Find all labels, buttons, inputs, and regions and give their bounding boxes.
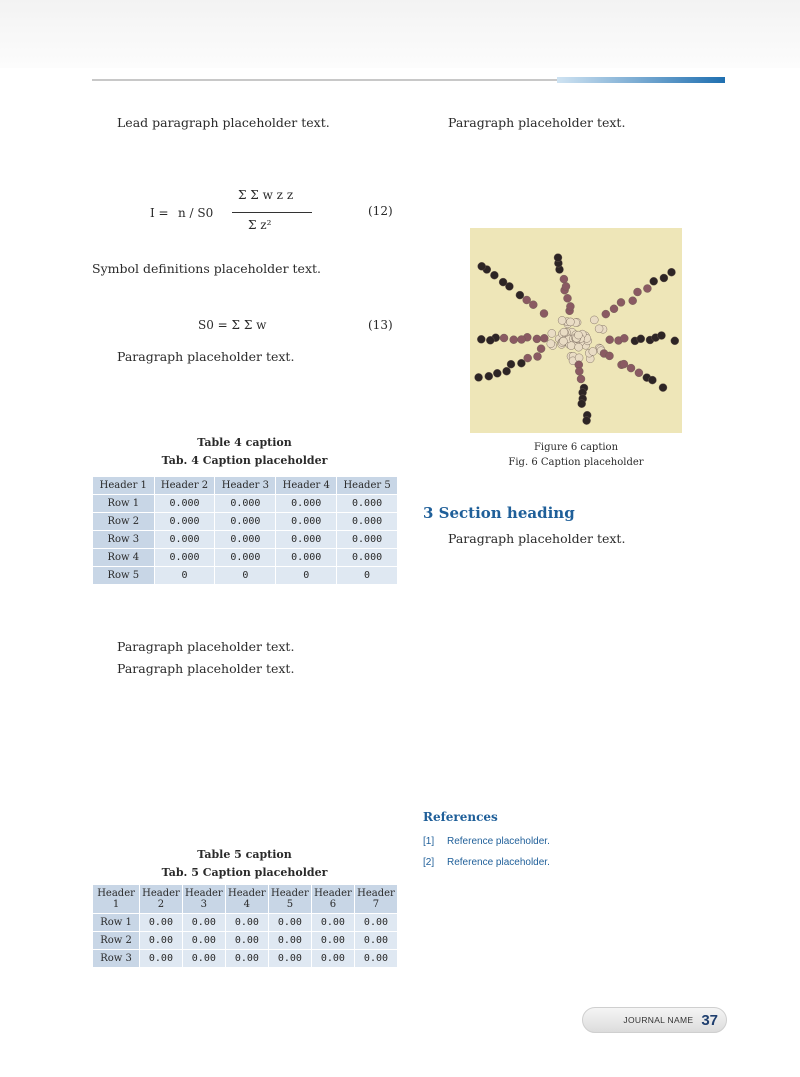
page-number: 37 — [701, 1011, 718, 1029]
table4-caption-cn: Table 4 caption — [197, 436, 292, 449]
equation-12 — [150, 188, 330, 248]
figure-paragraph: Paragraph placeholder text. — [448, 115, 626, 130]
left-moran — [92, 346, 397, 368]
table5-caption — [92, 846, 397, 882]
station-dot — [499, 278, 507, 286]
moran-paragraph: Paragraph placeholder text. — [117, 349, 295, 364]
table-cell: 0.000 — [337, 495, 398, 513]
eq12-number: (12) — [368, 204, 393, 218]
table-row — [93, 932, 398, 950]
table-cell: 0.00 — [225, 914, 268, 932]
table-row-label: Row 1 — [93, 914, 140, 932]
table-header-row — [93, 477, 398, 495]
table5 — [92, 884, 398, 968]
station-dot — [566, 318, 574, 326]
table4 — [92, 476, 398, 585]
table-header-cell: Header 7 — [354, 885, 397, 914]
reference-number: [1] — [423, 836, 435, 847]
equation-13: S0 = Σ Σ w — [198, 318, 267, 332]
table-cell: 0.00 — [354, 932, 397, 950]
table-cell: 0 — [337, 567, 398, 585]
table-cell: 0.00 — [354, 914, 397, 932]
table5-caption-en: Tab. 5 Caption placeholder — [161, 866, 328, 879]
table-cell: 0.00 — [140, 932, 183, 950]
station-dot — [606, 336, 614, 344]
station-dot — [583, 417, 591, 425]
figure-6-map — [470, 228, 682, 433]
table-cell: 0.000 — [215, 549, 276, 567]
table-row-label: Row 1 — [93, 495, 155, 513]
station-dot — [643, 285, 651, 293]
station-dot — [564, 294, 572, 302]
table4-caption-en: Tab. 4 Caption placeholder — [161, 454, 328, 467]
table-cell: 0 — [215, 567, 276, 585]
references-title: References — [423, 810, 498, 824]
header-rule-blue — [557, 77, 725, 83]
table-cell: 0.000 — [276, 513, 337, 531]
table4-caption — [92, 434, 397, 470]
table-cell: 0.00 — [311, 950, 354, 968]
table-header-cell: Header 3 — [182, 885, 225, 914]
table-row — [93, 914, 398, 932]
station-dot — [575, 343, 583, 351]
table-header-row — [93, 885, 398, 914]
station-dot — [540, 310, 548, 318]
eq12-fraction-bar — [232, 212, 312, 213]
table-cell: 0.00 — [268, 932, 311, 950]
station-dot — [620, 360, 628, 368]
left-after-t4 — [92, 636, 397, 680]
table-row-label: Row 3 — [93, 950, 140, 968]
station-dot — [566, 302, 574, 310]
station-dot — [507, 360, 515, 368]
figure-6-caption-en: Fig. 6 Caption placeholder — [508, 457, 644, 468]
station-dot — [575, 354, 583, 362]
station-dot — [620, 334, 628, 342]
table-row-label: Row 4 — [93, 549, 155, 567]
station-dot — [534, 353, 542, 361]
journal-name: JOURNAL NAME — [623, 1015, 694, 1025]
table5-caption-cn: Table 5 caption — [197, 848, 292, 861]
table-cell: 0.000 — [337, 549, 398, 567]
station-dot — [562, 282, 570, 290]
table-cell: 0.000 — [337, 531, 398, 549]
station-dot — [533, 335, 541, 343]
table-header-cell: Header 6 — [311, 885, 354, 914]
left-defs — [92, 258, 397, 280]
table-cell: 0.00 — [225, 950, 268, 968]
table-cell: 0 — [276, 567, 337, 585]
section-title: 3 Section heading — [423, 504, 575, 522]
station-dot — [503, 367, 511, 375]
station-dot — [668, 268, 676, 276]
station-dot — [490, 271, 498, 279]
station-dot — [659, 384, 667, 392]
station-dot — [493, 369, 501, 377]
station-dot — [560, 275, 568, 283]
table-cell: 0.00 — [140, 914, 183, 932]
station-dot — [517, 359, 525, 367]
table-cell: 0.00 — [268, 950, 311, 968]
eq12-factor: n / S0 — [178, 206, 214, 220]
reference-text: Reference placeholder. — [447, 836, 550, 847]
station-dot — [529, 301, 537, 309]
left-intro — [92, 112, 397, 134]
station-dot — [610, 305, 618, 313]
station-dot — [540, 334, 548, 342]
station-dot — [629, 297, 637, 305]
page-header-band — [0, 0, 800, 68]
reference-text: Reference placeholder. — [447, 857, 550, 868]
header-rule — [92, 77, 725, 83]
header-rule-grey — [92, 79, 557, 81]
station-dot — [548, 329, 556, 337]
station-dot — [650, 277, 658, 285]
table-cell: 0.00 — [311, 914, 354, 932]
station-dot — [486, 336, 494, 344]
table-cell: 0.00 — [182, 932, 225, 950]
table-header-cell: Header 5 — [268, 885, 311, 914]
table-header-cell: Header 1 — [93, 885, 140, 914]
table-row — [93, 567, 398, 585]
station-dot — [523, 296, 531, 304]
eq13-number: (13) — [368, 318, 393, 332]
table-cell: 0.00 — [354, 950, 397, 968]
station-dot — [478, 262, 486, 270]
reference-item — [423, 853, 728, 873]
table-header-cell: Header 5 — [337, 477, 398, 495]
after-t4-paragraph-a: Paragraph placeholder text. — [117, 639, 295, 654]
table-cell: 0.000 — [215, 495, 276, 513]
table-cell: 0.00 — [268, 914, 311, 932]
table-row-label: Row 5 — [93, 567, 155, 585]
table-row-label: Row 3 — [93, 531, 155, 549]
station-dot — [637, 335, 645, 343]
station-dot — [602, 310, 610, 318]
station-dot — [558, 316, 566, 324]
station-dot — [648, 376, 656, 384]
eq12-lhs: I = — [150, 206, 169, 220]
page-footer — [582, 1007, 727, 1033]
station-dot — [567, 342, 575, 350]
table-cell: 0.000 — [154, 549, 215, 567]
station-dot — [475, 373, 483, 381]
station-dot — [510, 336, 518, 344]
table-row — [93, 495, 398, 513]
station-dot — [627, 364, 635, 372]
station-dot — [575, 367, 583, 375]
table-header-cell: Header 3 — [215, 477, 276, 495]
table-cell: 0.000 — [154, 513, 215, 531]
table-header-cell: Header 4 — [276, 477, 337, 495]
table-header-cell: Header 2 — [140, 885, 183, 914]
station-dot — [595, 325, 603, 333]
right-fig-para — [423, 112, 728, 134]
table-row-label: Row 2 — [93, 513, 155, 531]
station-dot — [485, 372, 493, 380]
table-cell: 0.000 — [276, 495, 337, 513]
station-dot — [589, 348, 597, 356]
table-row-label: Row 2 — [93, 932, 140, 950]
station-dot — [658, 332, 666, 340]
table-cell: 0.000 — [337, 513, 398, 531]
station-dot — [606, 352, 614, 360]
station-dot — [518, 336, 526, 344]
station-dot — [635, 369, 643, 377]
reference-item — [423, 832, 728, 852]
station-dot — [577, 375, 585, 383]
table-cell: 0.00 — [182, 950, 225, 968]
figure-6-caption-cn: Figure 6 caption — [533, 442, 619, 453]
intro-paragraph: Lead paragraph placeholder text. — [117, 115, 330, 130]
table-cell: 0.000 — [154, 495, 215, 513]
station-dot — [537, 345, 545, 353]
table-cell: 0.00 — [311, 932, 354, 950]
conclusion-paragraph: Paragraph placeholder text. — [448, 531, 626, 546]
table-cell: 0.00 — [182, 914, 225, 932]
table-cell: 0.000 — [215, 531, 276, 549]
station-dot — [477, 335, 485, 343]
station-dot — [590, 316, 598, 324]
station-dot — [500, 334, 508, 342]
station-dot — [578, 400, 586, 408]
table-cell: 0.000 — [276, 549, 337, 567]
station-dot — [560, 328, 568, 336]
table-row — [93, 513, 398, 531]
table-cell: 0.00 — [225, 932, 268, 950]
eq12-denominator: Σ z² — [248, 218, 272, 232]
defs-paragraph: Symbol definitions placeholder text. — [92, 261, 321, 276]
table-cell: 0.000 — [215, 513, 276, 531]
table-cell: 0 — [154, 567, 215, 585]
figure-6-dot-map — [470, 228, 682, 433]
station-dot — [671, 337, 679, 345]
eq12-numerator: Σ Σ w z z — [238, 188, 294, 202]
right-conclusion — [423, 528, 728, 550]
table-cell: 0.000 — [276, 531, 337, 549]
station-dot — [574, 331, 582, 339]
reference-number: [2] — [423, 857, 435, 868]
figure-6-caption — [440, 440, 712, 470]
table-row — [93, 950, 398, 968]
after-t4-paragraph-b: Paragraph placeholder text. — [117, 661, 295, 676]
station-dot — [554, 254, 562, 262]
station-dot — [617, 298, 625, 306]
station-dot — [547, 340, 555, 348]
station-dot — [634, 288, 642, 296]
table-row — [93, 531, 398, 549]
station-dot — [660, 274, 668, 282]
table-header-cell: Header 2 — [154, 477, 215, 495]
table-header-cell: Header 1 — [93, 477, 155, 495]
table-header-cell: Header 4 — [225, 885, 268, 914]
station-dot — [559, 337, 567, 345]
table-row — [93, 549, 398, 567]
station-dot — [516, 291, 524, 299]
table-cell: 0.000 — [154, 531, 215, 549]
references-list — [423, 832, 728, 874]
table-cell: 0.00 — [140, 950, 183, 968]
